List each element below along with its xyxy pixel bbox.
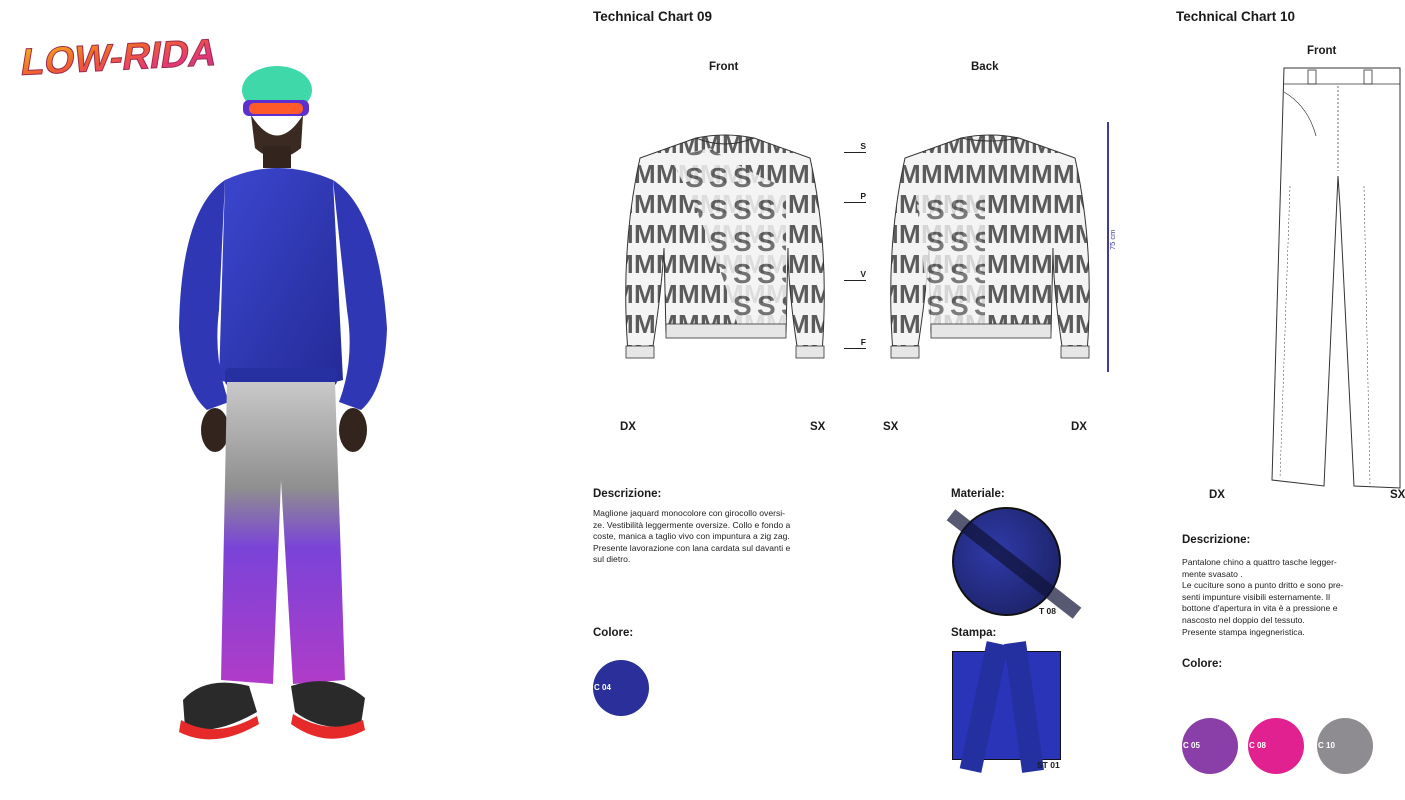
materiale-code: T 08 — [1039, 606, 1057, 616]
back-dx-label: DX — [1071, 421, 1087, 433]
chart10-front-label: Front — [1307, 45, 1337, 57]
logo-text: LOW-RIDA — [18, 31, 221, 84]
chart09-colore-heading: Colore: — [593, 627, 634, 639]
size-mark-s: S — [844, 141, 866, 153]
chart10-color-swatch-c08: C 08 — [1248, 718, 1304, 774]
materiale-fabric-swatch — [952, 507, 1061, 616]
chart10-color-swatch-c05: C 05 — [1182, 718, 1238, 774]
chart10-colore-heading: Colore: — [1182, 658, 1223, 670]
back-sx-label: SX — [883, 421, 899, 433]
chart10-dx-label: DX — [1209, 489, 1225, 501]
chart10-title: Technical Chart 10 — [1176, 9, 1296, 24]
measure-label: 75 cm — [1108, 229, 1117, 250]
pants-front-flat — [1268, 66, 1400, 488]
chart09-title: Technical Chart 09 — [593, 9, 713, 24]
size-mark-v: V — [844, 269, 866, 281]
front-dx-label: DX — [620, 421, 636, 433]
chart09-front-label: Front — [709, 61, 739, 73]
chart09-descrizione-heading: Descrizione: — [593, 488, 662, 500]
chart09-color-swatch-c04: C 04 — [593, 660, 649, 716]
sweater-front-flat — [610, 128, 840, 368]
materiale-heading: Materiale: — [951, 488, 1005, 500]
size-mark-p: P — [844, 191, 866, 203]
stampa-code: ST 01 — [1037, 760, 1060, 770]
size-mark-f: F — [844, 337, 866, 349]
chart10-descrizione-text: Pantalone chino a quattro tasche legger- mente svasato . Le cuciture sono a punto dritto e sono pre- senti impunture visibili esternamente. Il bottone d'apertura in vita è a pressione e nascosto nel doppio del tessuto. Presente stampa ingegneristica. — [1182, 557, 1344, 637]
chart09-descrizione-text: Maglione jaquard monocolore con girocollo oversi- ze. Vestibilità leggermente oversize. Collo e fondo a coste, manica a taglio vivo con impuntura a zig zag. Presente lavorazione con lana cardata sul davanti e sul dietro. — [593, 508, 791, 565]
front-sx-label: SX — [810, 421, 826, 433]
chart10-descrizione-heading: Descrizione: — [1182, 534, 1251, 546]
chart10-color-swatch-c10: C 10 — [1317, 718, 1373, 774]
stampa-print-swatch — [952, 651, 1061, 760]
fashion-figure-illustration — [165, 60, 405, 760]
chart10-sx-label: SX — [1390, 489, 1405, 501]
sweater-back-flat — [875, 128, 1105, 368]
chart09-back-label: Back — [971, 61, 999, 73]
stampa-heading: Stampa: — [951, 627, 997, 639]
